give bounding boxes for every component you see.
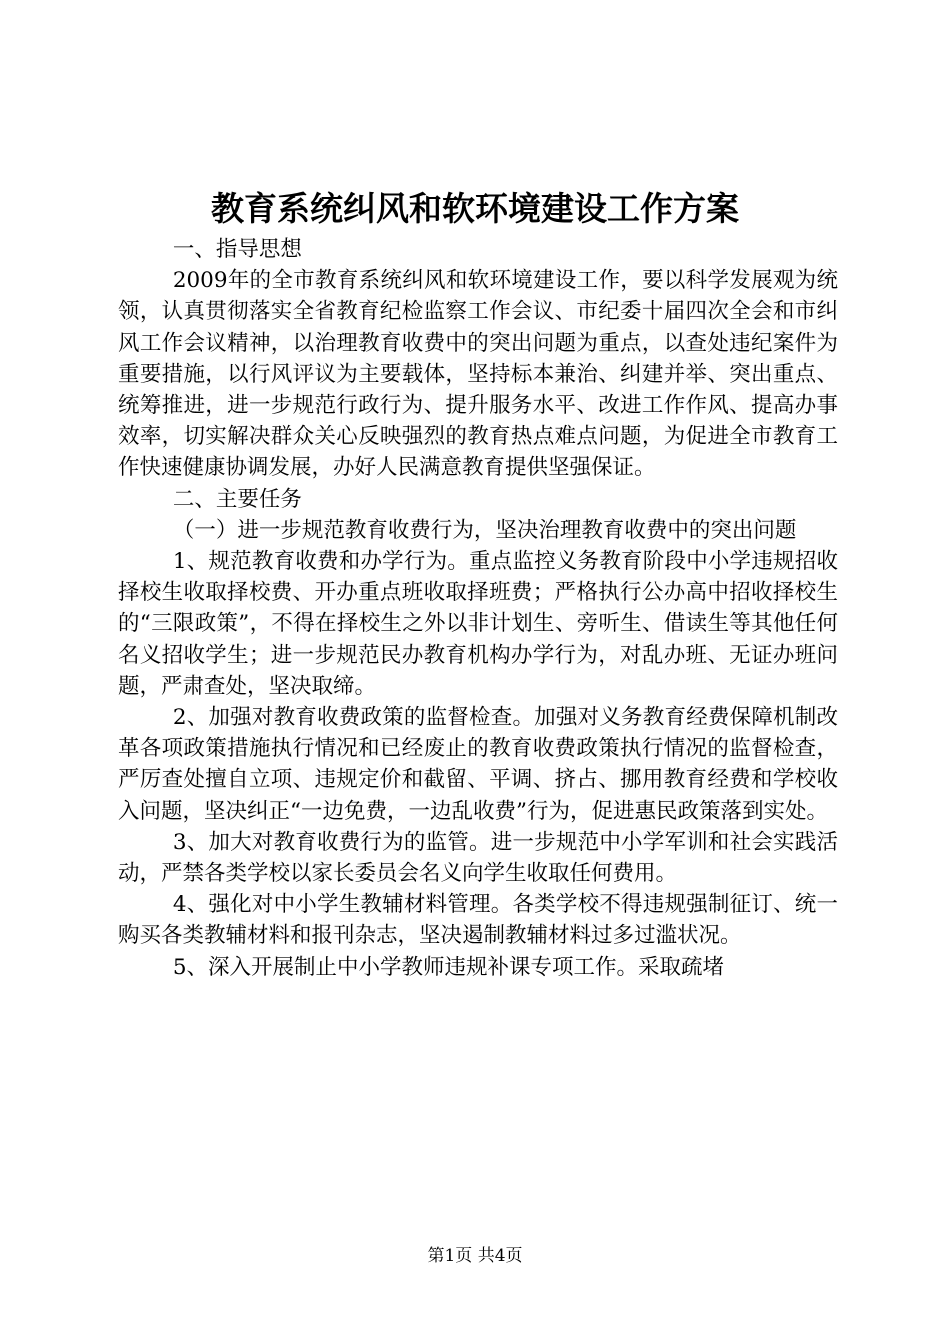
paragraph-guiding-ideology: 2009年的全市教育系统纠风和软环境建设工作，要以科学发展观为统领，认真贯彻落实全省教育纪检监察工作会议、市纪委十届四次全会和市纠风工作会议精神，以治理教育收费中的突出问题为重点，以查处违纪案件为重要措施，以行风评议为主要载体，坚持标本兼治、纠建并举、突出重点、统筹推进，进一步规范行政行为、提升服务水平、改进工作作风、提高办事效率，切实解决群众关心反映强烈的教育热点难点问题，为促进全市教育工作快速健康协调发展，办好人民满意教育提供坚强保证。 xyxy=(118,268,838,481)
paragraph-item-1: 1、规范教育收费和办学行为。重点监控义务教育阶段中小学违规招收择校生收取择校费、开办重点班收取择班费；严格执行公办高中招收择校生的“三限政策”，不得在择校生之外以非计划生、旁听生、借读生等其他任何名义招收学生；进一步规范民办教育机构办学行为，对乱办班、无证办班问题，严肃查处，坚决取缔。 xyxy=(118,549,838,699)
paragraph-item-5: 5、深入开展制止中小学教师违规补课专项工作。采取疏堵 xyxy=(172,954,724,980)
document-title: 教育系统纠风和软环境建设工作方案 xyxy=(211,189,739,228)
subsection-heading-fee-regulation: （一）进一步规范教育收费行为，坚决治理教育收费中的突出问题 xyxy=(172,517,797,543)
paragraph-item-3: 3、加大对教育收费行为的监管。进一步规范中小学军训和社会实践活动，严禁各类学校以家长委员会名义向学生收取任何费用。 xyxy=(118,829,838,887)
document-body xyxy=(118,234,838,983)
paragraph-item-4: 4、强化对中小学生教辅材料管理。各类学校不得违规强制征订、统一购买各类教辅材料和报刊杂志，坚决遏制教辅材料过多过滥状况。 xyxy=(118,892,838,949)
paragraph-item-2: 2、加强对教育收费政策的监督检查。加强对义务教育经费保障机制改革各项政策措施执行情况和已经废止的教育收费政策执行情况的监督检查，严厉查处擅自立项、违规定价和截留、平调、挤占、挪用教育经费和学校收入问题，坚决纠正“一边免费，一边乱收费”行为，促进惠民政策落到实处。 xyxy=(118,705,838,824)
section-heading-main-tasks: 二、主要任务 xyxy=(172,486,302,512)
section-heading-guiding-ideology: 一、指导思想 xyxy=(172,237,302,262)
page-footer: 第1页 共4页 xyxy=(427,1246,523,1266)
